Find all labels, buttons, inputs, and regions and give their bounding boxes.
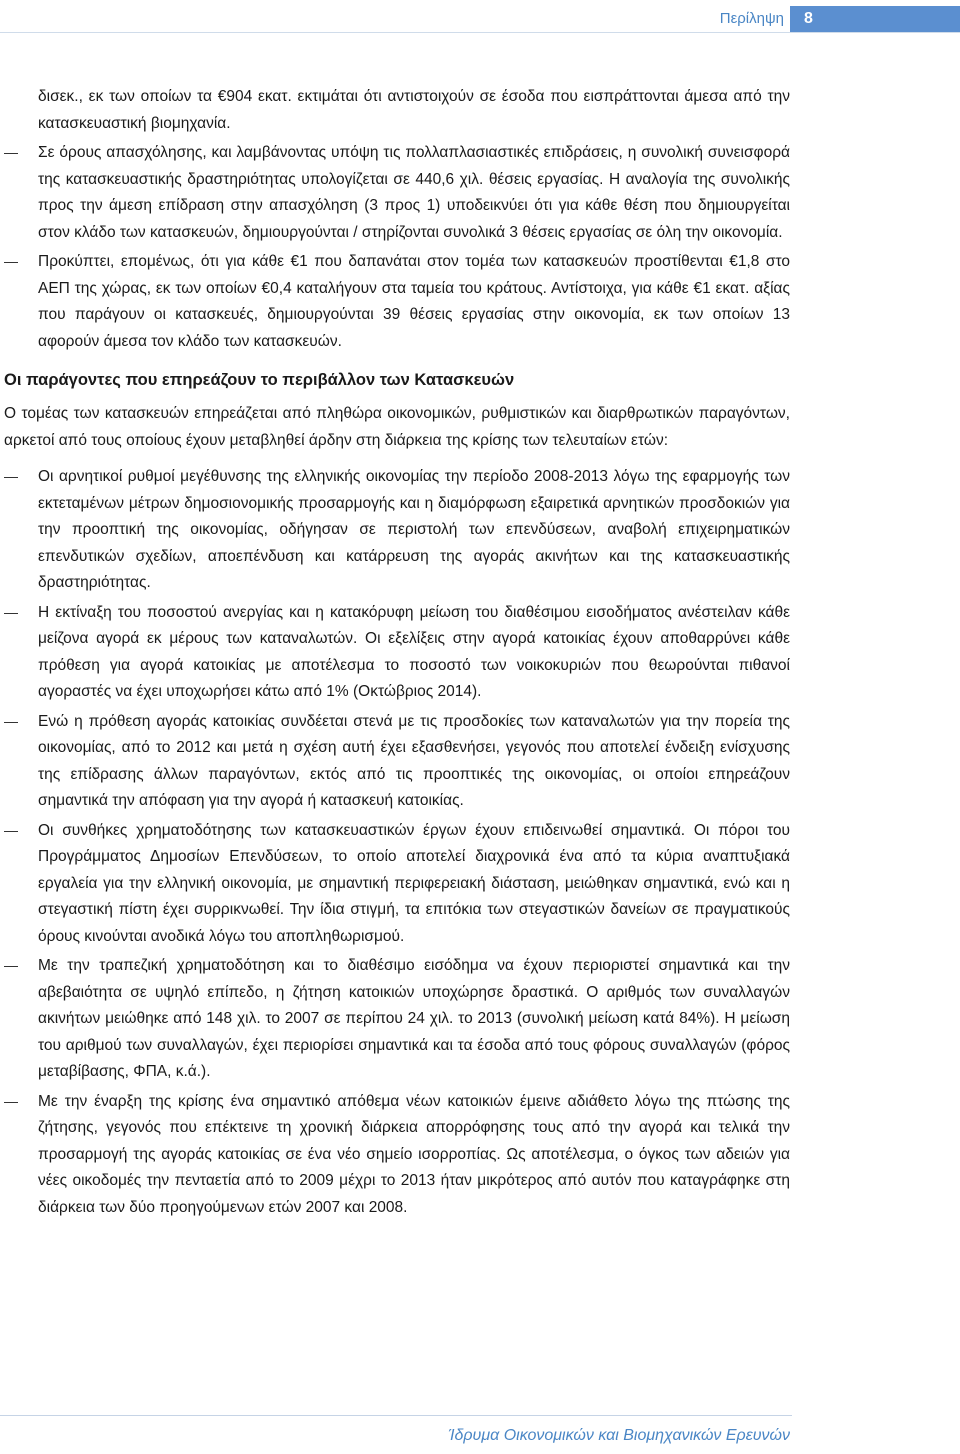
dash-bullet-icon (4, 477, 18, 478)
list-item-text: Σε όρους απασχόλησης, και λαμβάνοντας υπόψη τις πολλαπλασιαστικές επιδράσεις, η συνολική συνεισφορά της κατασκευαστικής δραστηριότητας υπολογίζεται σε 440,6 χιλ. θέσεις εργασίας. Η αναλογία της συνολικής προς την άμεση επίδραση στην απασχόληση (3 προς 1) υποδεικνύει ότι για κάθε θέση που δημιουργείται στον κλάδο των κατασκευών, δημιουργούνται / στηρίζονται συνολικά 3 θέσεις εργασίας σε όλη την οικονομία. (38, 144, 790, 241)
list-item (38, 464, 790, 597)
dash-bullet-icon (4, 262, 18, 263)
dash-bullet-icon (4, 722, 18, 723)
dash-bullet-icon (4, 831, 18, 832)
section-heading: Οι παράγοντες που επηρεάζουν το περιβάλλον των Κατασκευών (4, 371, 515, 389)
list-item (38, 709, 790, 815)
list-item (38, 600, 790, 706)
list-item-text: Προκύπτει, επομένως, ότι για κάθε €1 που δαπανάται στον τομέα των κατασκευών προστίθενται €1,8 στο ΑΕΠ της χώρας, εκ των οποίων €0,4 καταλήγουν στα ταμεία του κράτους. Αντίστοιχα, για κάθε €1 εκατ. αξίας που παράγουν οι κατασκευές, δημιουργούνται 39 θέσεις εργασίας στην οικονομία, εκ των οποίων 13 αφορούν άμεσα τον κλάδο των κατασκευών. (38, 253, 790, 350)
footer-divider (0, 1415, 792, 1416)
list-item-text: Ενώ η πρόθεση αγοράς κατοικίας συνδέεται στενά με τις προσδοκίες των καταναλωτών για την πορεία της οικονομίας, από το 2012 και μετά η σχέση αυτή έχει εξασθενήσει, γεγονός που αποτελεί ένδειξη ενίσχυσης της επίδρασης άλλων παραγόντων, εκτός από τις προοπτικές της οικονομίας, οι οποίοι επηρεάζουν σημαντικά την απόφαση για την αγορά ή κατασκευή κατοικίας. (38, 712, 790, 809)
dash-bullet-icon (4, 153, 18, 154)
list-item (38, 249, 790, 355)
list-item-text: Οι συνθήκες χρηματοδότησης των κατασκευαστικών έργων έχουν επιδεινωθεί σημαντικά. Οι πόροι του Προγράμματος Δημοσίων Επενδύσεων, το οποίο αποτελεί διαχρονικά ένα από τα κύρια αναπτυξιακά εργαλεία για την ελληνική οικονομία, με σημαντική περιφερειακή διάσταση, μειώθηκαν σημαντικά, ενώ και η στεγαστική πίστη έχει συρρικνωθεί. Την ίδια στιγμή, τα επιτόκια των στεγαστικών δανείων σε πραγματικούς όρους κινούνται ανοδικά λόγω του αποπληθωρισμού. (38, 821, 790, 945)
list-item-text: Με την έναρξη της κρίσης ένα σημαντικό απόθεμα νέων κατοικιών έμεινε αδιάθετο λόγω της πτώσης της ζήτησης, γεγονός που επέκτεινε τη χρονική διάρκεια απορρόφησης τους από την αγορά και τελικά την προσαρμογή της αγοράς κατοικίας σε ένα νέο σημείο ισορροπίας. Ως αποτέλεσμα, ο όγκος των αδειών για νέες οικοδομές την πενταετία από το 2009 μέχρι το 2013 ήταν μικρότερος από αυτόν που καταγράφηκε στη διάρκεια των δύο προηγούμενων ετών 2007 και 2008. (38, 1092, 790, 1216)
list-item (38, 1089, 790, 1222)
list-item (38, 953, 790, 1086)
list-item-text: Η εκτίναξη του ποσοστού ανεργίας και η κατακόρυφη μείωση του διαθέσιμου εισοδήματος ανέστειλαν κάθε μείζονα αγορά εκ μέρους των καταναλωτών. Οι εξελίξεις στην αγορά κατοικίας έχουν αποθαρρύνει κάθε πρόθεση για αγορά κατοικίας με αποτέλεσμα το ποσοστό των νοικοκυριών που θεωρούνται πιθανοί αγοραστές να έχει υποχωρήσει κάτω από 1% (Οκτώβριος 2014). (38, 603, 790, 700)
footer-organization: Ίδρυμα Οικονομικών και Βιομηχανικών Ερευνών (448, 1427, 790, 1444)
intro-continuation: δισεκ., εκ των οποίων τα €904 εκατ. εκτιμάται ότι αντιστοιχούν σε έσοδα που εισπράττονται άμεσα από την κατασκευαστική βιομηχανία. (38, 88, 790, 132)
dash-bullet-icon (4, 966, 18, 967)
document-body (4, 84, 790, 1221)
list-item-text: Οι αρνητικοί ρυθμοί μεγέθυνσης της ελληνικής οικονομίας την περίοδο 2008-2013 λόγω της εφαρμογής των εκτεταμένων μέτρων δημοσιονομικής προσαρμογής και η διαμόρφωση εξαιρετικά αρνητικών προσδοκιών για την προοπτική της οικονομίας, οδήγησαν σε περιστολή των επενδύσεων, αναβολή επιχειρηματικών επενδυτικών σχεδίων, αποεπένδυση και κατάρρευση της αγοράς ακινήτων και της κατασκευαστικής δραστηριότητας. (38, 468, 790, 591)
factors-list (38, 464, 790, 1221)
dash-bullet-icon (4, 1102, 18, 1103)
dash-bullet-icon (4, 613, 18, 614)
list-item (38, 140, 790, 246)
page-number-badge: 8 (790, 6, 960, 32)
list-item-text: Με την τραπεζική χρηματοδότηση και το διαθέσιμο εισόδημα να έχουν περιοριστεί σημαντικά και την αβεβαιότητα σε υψηλό επίπεδο, η ζήτηση κατοικιών υποχώρησε δραστικά. Ο αριθμός των συναλλαγών ακινήτων μειώθηκε από 148 χιλ. το 2007 σε περίπου 24 χιλ. το 2013 (συνολική μείωση κατά 84%). Η μείωση του αριθμού των συναλλαγών, έχει περιορίσει σημαντικά και τα έσοδα από τους φόρους συναλλαγών (φόρος μεταβίβασης, ΦΠΑ, κ.ά.). (38, 957, 790, 1080)
list-item (38, 818, 790, 951)
section-intro: Ο τομέας των κατασκευών επηρεάζεται από πληθώρα οικονομικών, ρυθμιστικών και διαρθρωτικών παραγόντων, αρκετοί από τους οποίους έχουν μεταβληθεί άρδην στη διάρκεια της κρίσης των τελευταίων ετών: (4, 405, 790, 449)
header-section-label: Περίληψη (719, 10, 784, 27)
header-divider (0, 32, 960, 33)
